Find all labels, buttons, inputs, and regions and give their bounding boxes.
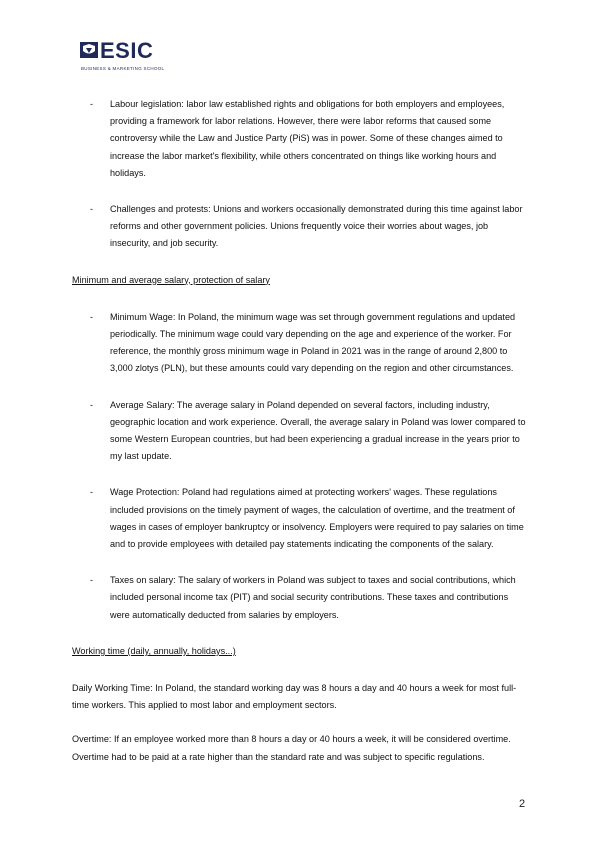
- bullet-dash: -: [90, 311, 94, 322]
- bullet-dash: -: [90, 399, 94, 410]
- bullet-text: Taxes on salary: The salary of workers in Poland was subject to taxes and social contributions, which included personal income tax (PIT) and social security contributions. These taxes and contributions were automatically deducted from salaries by employers.: [110, 575, 516, 620]
- paragraph-daily-working-time: Daily Working Time: In Poland, the standard working day was 8 hours a day and 40 hours a week for most full-time workers. This applied to most labor and employment sectors.: [72, 683, 517, 711]
- bullet-text: Labour legislation: labor law established rights and obligations for both employers and employees, providing a framework for labor relations. However, there were labor reforms that caused some controversy while the Law and Justice Party (PiS) was in power. Some of these changes aimed to increase the labor market's flexibility, while others concentrated on things like working hours and holidays.: [110, 99, 505, 178]
- list-item: [72, 572, 528, 624]
- bullet-text: Challenges and protests: Unions and workers occasionally demonstrated during this time against labor reforms and other government policies. Unions frequently voice their worries about wages, job insecurity, and job security.: [110, 204, 523, 249]
- page-number: 2: [519, 798, 526, 810]
- list-item: [72, 397, 528, 466]
- bullet-dash: -: [90, 99, 94, 109]
- section-heading-working-time: Working time (daily, annually, holidays...): [72, 645, 236, 656]
- bullet-text: Wage Protection: Poland had regulations aimed at protecting workers' wages. These regulations included provisions on the timely payment of wages, the calculation of overtime, and the treatment of wages in cases of employer bankruptcy or insolvency. Employers were required to pay salaries on time and to provide employees with detailed pay statements indicating the components of the salary.: [110, 487, 524, 550]
- list-item: [72, 201, 528, 253]
- bullet-dash: -: [90, 575, 94, 586]
- esic-crest-icon: [80, 42, 98, 58]
- paragraph-overtime: Overtime: If an employee worked more than 8 hours a day or 40 hours a week, it will be considered overtime. Overtime had to be paid at a rate higher than the standard rate and was subject to specific regulations.: [72, 734, 511, 762]
- esic-logo: [80, 40, 180, 76]
- logo-tagline: BUSINESS & MARKETING SCHOOL: [81, 66, 165, 71]
- bullet-text: Average Salary: The average salary in Poland depended on several factors, including industry, geographic location and work experience. Overall, the average salary in Poland was lower compared to some Western European countries, but had been experiencing a gradual increase in the years prior to my last update.: [110, 399, 526, 462]
- bullet-dash: -: [90, 487, 94, 498]
- bullet-dash: -: [90, 204, 94, 215]
- bullet-text: Minimum Wage: In Poland, the minimum wage was set through government regulations and updated periodically. The minimum wage could vary depending on the age and experience of the worker. For reference, the monthly gross minimum wage in Poland in 2021 was in the range of around 2,800 to 3,000 zlotys (PLN), but these amounts could vary depending on the region and other circumstances.: [110, 311, 516, 374]
- section-heading-salary: Minimum and average salary, protection of salary: [72, 274, 270, 285]
- list-item: [72, 96, 528, 182]
- document-body: [72, 96, 528, 783]
- list-item: [72, 484, 528, 553]
- list-item: [72, 309, 528, 378]
- logo-text: ESIC: [100, 38, 154, 63]
